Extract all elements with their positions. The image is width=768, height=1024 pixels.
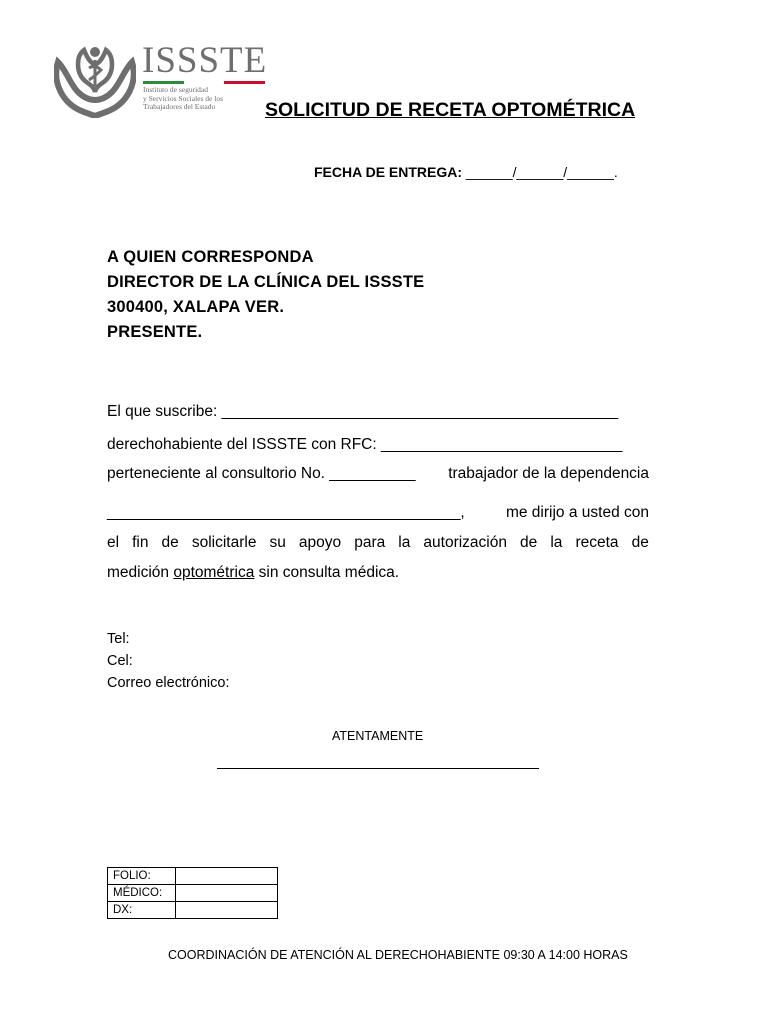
table-value-cell[interactable] (176, 902, 278, 919)
logo-color-stripe (143, 81, 265, 84)
body-text: sin consulta médica. (254, 564, 400, 581)
body-word: fin (132, 534, 149, 551)
body-word: receta (575, 534, 619, 551)
body-line-dependency[interactable] (107, 504, 649, 522)
logo-subtitle-line: Instituto de seguridad (143, 85, 208, 94)
signature-line[interactable] (217, 768, 539, 769)
logo-subtitle (143, 86, 268, 112)
document-title: SOLICITUD DE RECETA OPTOMÉTRICA (265, 99, 636, 121)
body-word: la (550, 534, 563, 551)
body-word: autorización (423, 534, 507, 551)
body-word: apoyo (298, 534, 342, 551)
body-word: su (269, 534, 286, 551)
logo-subtitle-line: y Servicios Sociales de los (143, 93, 223, 103)
table-value-cell[interactable] (176, 868, 278, 885)
table-label: DX: (108, 902, 176, 919)
email-label: Correo electrónico: (107, 675, 230, 691)
closing-text: ATENTAMENTE (332, 729, 424, 743)
table-row (108, 902, 278, 919)
body-text: medición (107, 564, 174, 581)
body-word: la (398, 534, 411, 551)
delivery-date-field[interactable] (314, 164, 618, 180)
body-line-rfc[interactable]: derechohabiente del ISSSTE con RFC: ____________________________ (107, 436, 623, 453)
table-row (108, 885, 278, 902)
body-text: trabajador de la dependencia (448, 465, 649, 482)
body-line-subscriber[interactable]: El que suscribe: ______________________________________________ (107, 403, 619, 420)
table-value-cell[interactable] (176, 885, 278, 902)
body-line-office[interactable] (107, 465, 649, 483)
address-line: A QUIEN CORRESPONDA (107, 248, 314, 266)
body-word: de (161, 534, 179, 551)
address-line: 300400, XALAPA VER. (107, 298, 285, 316)
address-line: DIRECTOR DE LA CLÍNICA DEL ISSSTE (107, 273, 425, 291)
body-text: me dirijo a usted con (505, 504, 649, 521)
tel-label: Tel: (107, 631, 130, 647)
body-word: de (520, 534, 538, 551)
table-label: MÉDICO: (108, 885, 176, 902)
office-number-blank[interactable]: perteneciente al consultorio No. __________ (107, 465, 416, 482)
body-line-final (107, 564, 399, 582)
issste-logo-icon (54, 42, 136, 118)
address-line: PRESENTE. (107, 323, 203, 341)
underlined-word: optométrica (173, 564, 255, 581)
cel-label: Cel: (107, 653, 133, 669)
folio-table (107, 867, 278, 919)
delivery-date-label: FECHA DE ENTREGA: (314, 164, 463, 180)
body-word: el (107, 534, 120, 551)
table-row (108, 868, 278, 885)
delivery-date-blank[interactable]: ______/______/______. (462, 164, 618, 180)
dependency-blank[interactable]: _________________________________________, (107, 504, 465, 521)
logo-subtitle-line: Trabajadores del Estado (143, 102, 216, 112)
body-word: para (354, 534, 386, 551)
body-line-justified (107, 534, 649, 552)
table-label: FOLIO: (108, 868, 176, 885)
body-word: de (631, 534, 649, 551)
body-word: solicitarle (191, 534, 257, 551)
issste-logo-wordmark: ISSSTE (142, 40, 268, 81)
footer-text: COORDINACIÓN DE ATENCIÓN AL DERECHOHABIENTE 09:30 A 14:00 HORAS (168, 948, 628, 962)
